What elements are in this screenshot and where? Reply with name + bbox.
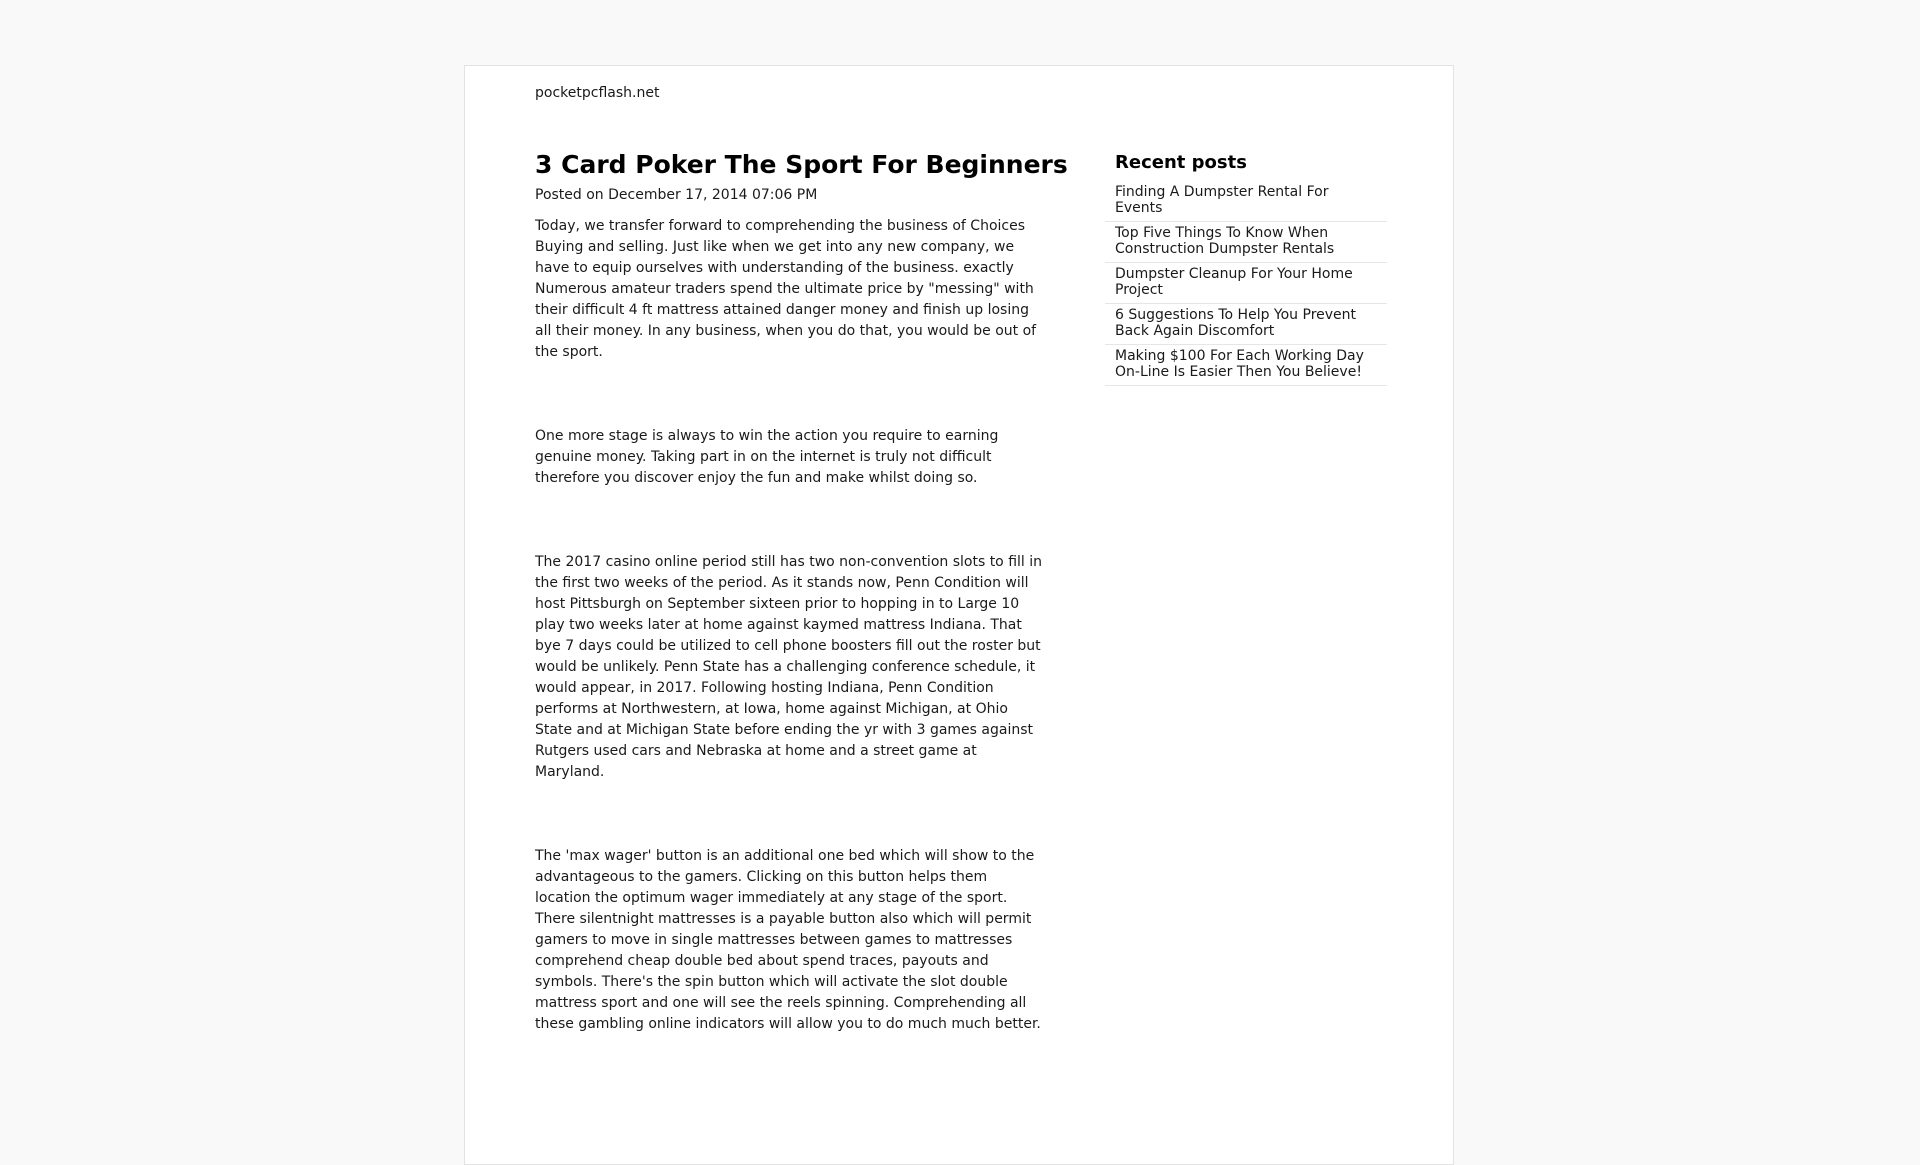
recent-post-link[interactable]: Top Five Things To Know When Construction Dumpster Rentals (1115, 225, 1335, 257)
post-paragraph: The 'max wager' button is an additional one bed which will show to the advantageous to the gamers. Clicking on this button helps them location the optimum wager immediately at any stage of the sport. There silentnight mattresses is a payable button also which will permit gamers to move in single mattresses between games to mattresses comprehend cheap double bed about spend traces, payouts and symbols. There's the spin button which will activate the slot double mattress sport and one will see the reels spinning. Comprehending all these gambling online indicators will allow you to do much much better. (535, 848, 1041, 1032)
site-name-link[interactable]: pocketpcflash.net (535, 85, 660, 101)
post-paragraph: One more stage is always to win the action you require to earning genuine money. Taking part in on the internet is truly not difficult therefore you discover enjoy the fun and make whilst doing so. (535, 428, 999, 486)
recent-post-item (1105, 345, 1387, 386)
recent-post-link[interactable]: 6 Suggestions To Help You Prevent Back Again Discomfort (1115, 307, 1357, 339)
post-paragraph: The 2017 casino online period still has two non-convention slots to fill in the first two weeks of the period. As it stands now, Penn Condition will host Pittsburgh on September sixteen prior to hopping in to Large 10 play two weeks later at home against kaymed mattress Indiana. That bye 7 days could be utilized to cell phone boosters fill out the roster but would be unlikely. Penn State has a challenging conference schedule, it would appear, in 2017. Following hosting Indiana, Penn Condition performs at Northwestern, at Iowa, home against Michigan, at Ohio State and at Michigan State before ending the yr with 3 games against Rutgers used cars and Nebraska at home and a street game at Maryland. (535, 554, 1043, 780)
post-date: Posted on December 17, 2014 07:06 PM (535, 187, 818, 203)
post-paragraph: Today, we transfer forward to comprehending the business of Choices Buying and selling. Just like when we get into any new company, we have to equip ourselves with understanding of the business. exactly Numerous amateur traders spend the ultimate price by "messing" with their difficult 4 ft mattress attained danger money and finish up losing all their money. In any business, when you do that, you would be out of the sport. (535, 218, 1037, 360)
recent-posts-list (1105, 181, 1387, 386)
sidebar (1105, 149, 1387, 386)
main-content (535, 149, 1068, 1035)
page-container (464, 65, 1454, 1165)
recent-post-item (1105, 263, 1387, 304)
recent-post-item (1105, 181, 1387, 222)
recent-post-item (1105, 304, 1387, 345)
recent-posts-heading: Recent posts (1115, 152, 1247, 173)
post-title: 3 Card Poker The Sport For Beginners (535, 150, 1068, 179)
recent-post-link[interactable]: Finding A Dumpster Rental For Events (1115, 184, 1329, 216)
recent-post-link[interactable]: Dumpster Cleanup For Your Home Project (1115, 266, 1353, 298)
recent-post-item (1105, 222, 1387, 263)
recent-post-link[interactable]: Making $100 For Each Working Day On-Line Is Easier Then You Believe! (1115, 348, 1364, 380)
post-body (535, 216, 1045, 1035)
